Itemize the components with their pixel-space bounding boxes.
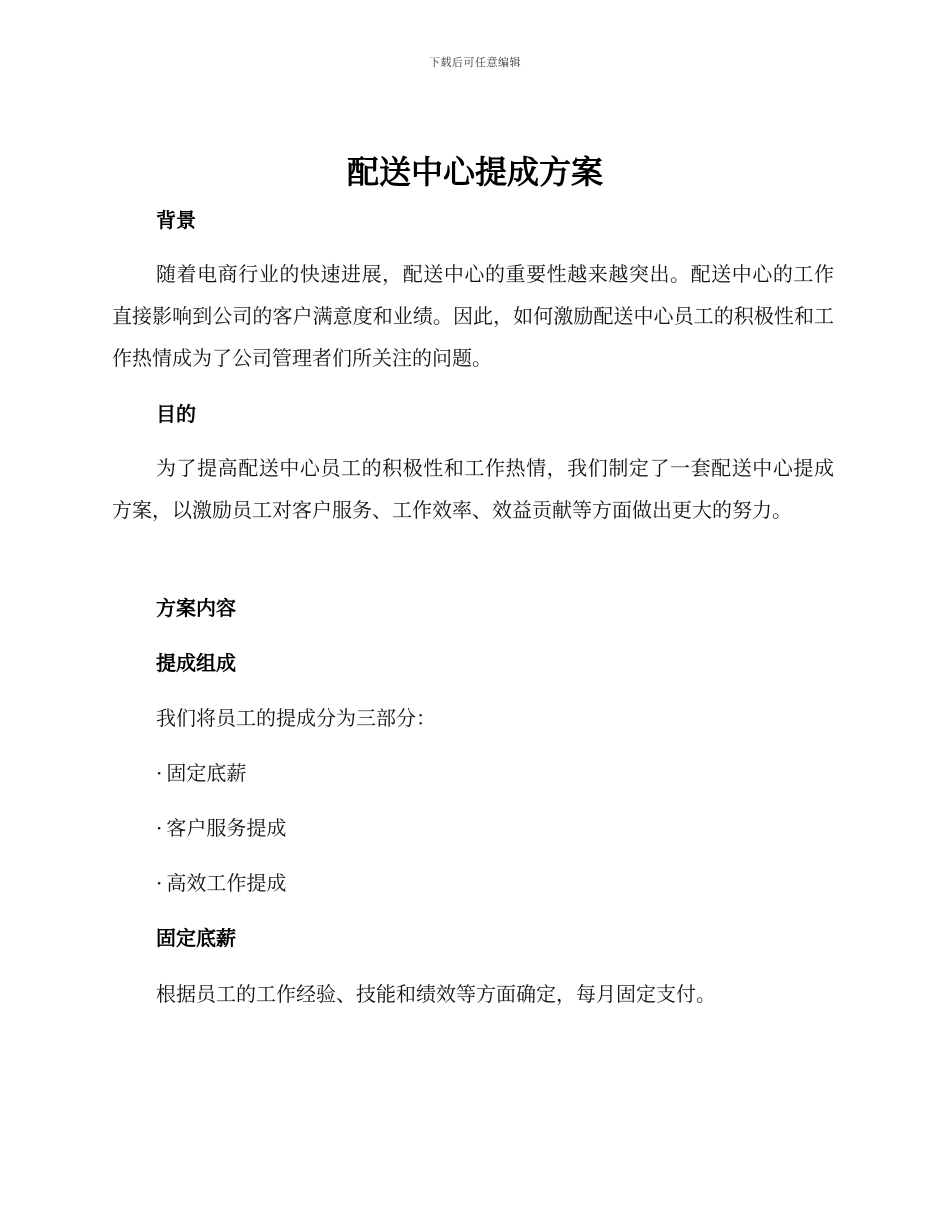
bullet-icon: · <box>156 816 163 840</box>
list-item <box>156 759 246 787</box>
bullet-icon: · <box>156 761 163 785</box>
list-item-label: 高效工作提成 <box>166 871 287 895</box>
document-title: 配送中心提成方案 <box>346 153 603 191</box>
heading-purpose: 目的 <box>156 402 196 426</box>
paragraph-purpose: 为了提高配送中心员工的积极性和工作热情，我们制定了一套配送中心提成方案，以激励员工对客户服务、工作效率、效益贡献等方面做出更大的努力。 <box>112 456 834 522</box>
paragraph-fixed-base-salary: 根据员工的工作经验、技能和绩效等方面确定，每月固定支付。 <box>156 982 716 1006</box>
heading-background: 背景 <box>156 208 196 232</box>
list-item <box>156 869 286 897</box>
header-note: 下载后可任意编辑 <box>429 56 521 69</box>
heading-plan-content: 方案内容 <box>156 596 236 620</box>
list-item-label: 固定底薪 <box>166 761 247 785</box>
heading-commission-composition: 提成组成 <box>156 651 236 675</box>
bullet-icon: · <box>156 871 163 895</box>
list-item-label: 客户服务提成 <box>166 816 287 840</box>
commission-intro: 我们将员工的提成分为三部分： <box>156 706 436 730</box>
list-item <box>156 814 286 842</box>
heading-fixed-base-salary: 固定底薪 <box>156 926 236 950</box>
paragraph-background: 随着电商行业的快速进展，配送中心的重要性越来越突出。配送中心的工作直接影响到公司的客户满意度和业绩。因此，如何激励配送中心员工的积极性和工作热情成为了公司管理者们所关注的问题。 <box>112 262 834 370</box>
